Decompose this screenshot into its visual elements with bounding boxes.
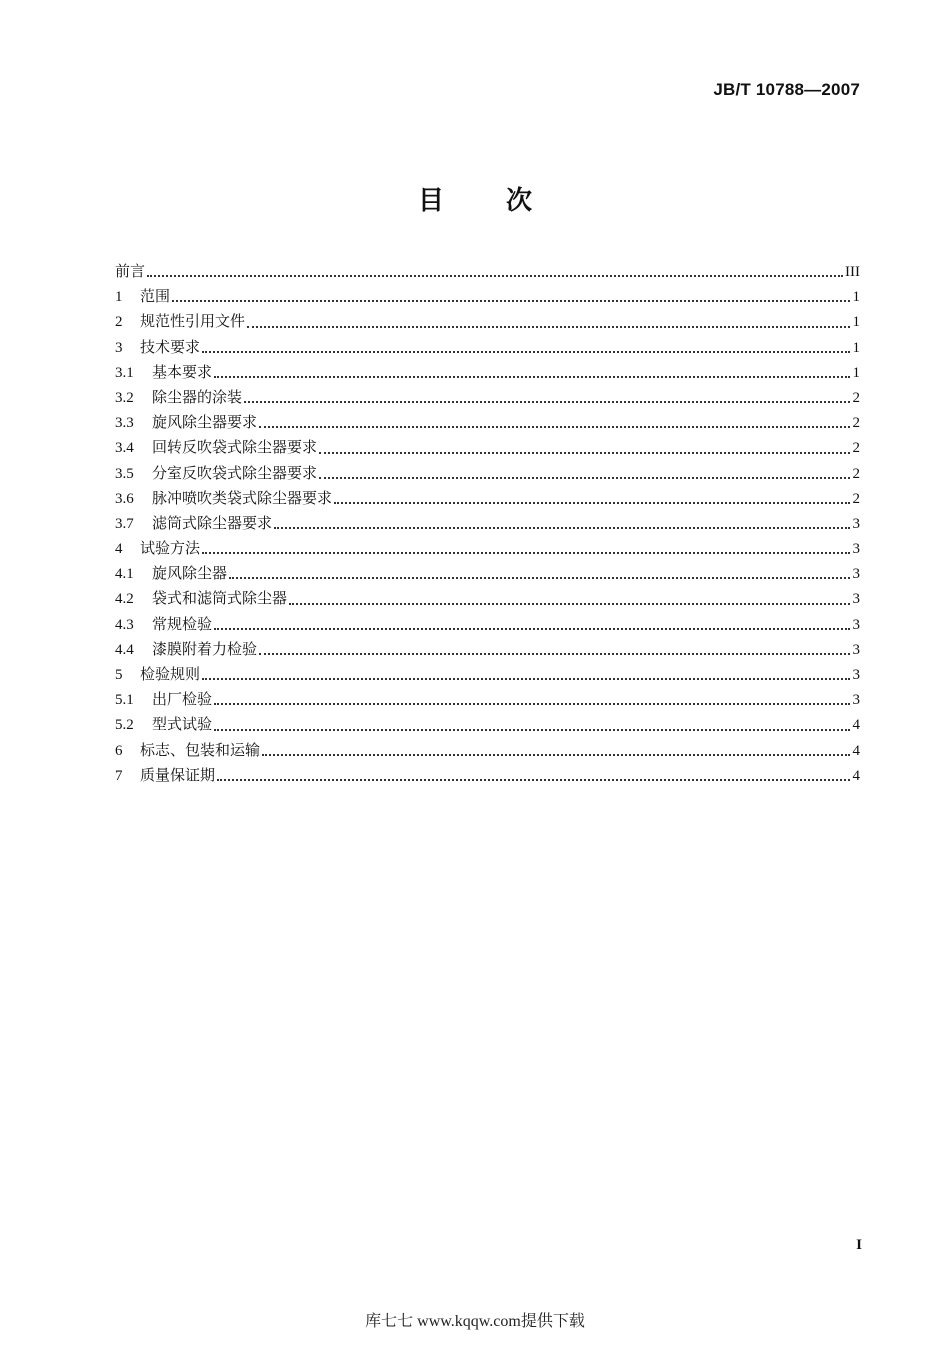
toc-entry[interactable] — [115, 637, 860, 662]
toc-entry-page: 3 — [852, 692, 860, 709]
toc-entry[interactable] — [115, 662, 860, 687]
toc-entry-page: 3 — [852, 641, 860, 658]
toc-entry[interactable] — [115, 486, 860, 511]
toc-entry-number: 7 — [115, 767, 123, 784]
toc-entry-title: 袋式和滤筒式除尘器 — [152, 589, 288, 608]
toc-entry-title: 检验规则 — [140, 665, 201, 683]
toc-entry[interactable] — [115, 435, 860, 460]
toc-dot-leader — [259, 425, 850, 428]
toc-entry-title: 分室反吹袋式除尘器要求 — [152, 463, 318, 482]
toc-entry-page: 1 — [852, 339, 860, 356]
toc-entry-title: 出厂检验 — [152, 690, 213, 709]
toc-entry-title: 质量保证期 — [140, 765, 216, 784]
toc-entry-title: 滤筒式除尘器要求 — [152, 513, 273, 532]
toc-entry[interactable] — [115, 561, 860, 586]
toc-entry-number: 2 — [115, 314, 123, 331]
toc-entry-number: 3.7 — [115, 515, 134, 532]
toc-dot-leader — [217, 778, 850, 781]
toc-entry-title: 型式试验 — [152, 715, 213, 734]
toc-entry-title: 脉冲喷吹类袋式除尘器要求 — [152, 488, 333, 507]
toc-entry-title: 规范性引用文件 — [140, 312, 246, 331]
toc-heading-right: 次 — [506, 186, 533, 216]
toc-entry[interactable] — [115, 612, 860, 637]
toc-entry[interactable] — [115, 309, 860, 334]
toc-dot-leader — [202, 350, 850, 353]
toc-dot-leader — [214, 627, 850, 630]
toc-entry-title: 常规检验 — [152, 614, 213, 633]
toc-entry-page: 4 — [852, 742, 860, 759]
toc-entry[interactable] — [115, 511, 860, 536]
toc-entry[interactable] — [115, 259, 860, 284]
toc-entry-page: 1 — [852, 364, 860, 381]
toc-entry-number: 5.2 — [115, 717, 134, 734]
toc-entry[interactable] — [115, 687, 860, 712]
toc-entry-number: 1 — [115, 289, 123, 306]
toc-dot-leader — [319, 451, 850, 454]
toc-entry-page: 3 — [852, 616, 860, 633]
toc-entry-page: 3 — [852, 515, 860, 532]
toc-dot-leader — [259, 652, 850, 655]
toc-entry-page: 3 — [852, 667, 860, 683]
standard-code: JB/T 10788—2007 — [713, 80, 860, 99]
toc-entry[interactable] — [115, 335, 860, 360]
toc-entry-number: 6 — [115, 742, 123, 759]
toc-dot-leader — [172, 299, 850, 302]
toc-dot-leader — [229, 576, 850, 579]
toc-entry[interactable] — [115, 763, 860, 788]
toc-entry[interactable] — [115, 284, 860, 309]
toc-entry-page: 3 — [852, 541, 860, 558]
toc-dot-leader — [214, 375, 850, 378]
toc-entry-page: 2 — [852, 440, 860, 457]
toc-entry[interactable] — [115, 360, 860, 385]
footer-watermark: 库七七 www.kqqw.com提供下载 — [365, 1313, 585, 1330]
toc-entry-number: 4.1 — [115, 566, 134, 583]
toc-dot-leader — [289, 602, 850, 605]
toc-entry-number: 4.3 — [115, 616, 134, 633]
toc-entry-title: 技术要求 — [140, 337, 201, 356]
toc-entry-title: 基本要求 — [152, 362, 213, 381]
toc-entry-page: 3 — [852, 566, 860, 583]
toc-heading-left: 目 — [417, 186, 444, 216]
toc-entry-title: 前言 — [115, 262, 146, 280]
toc-entry-number: 4.2 — [115, 591, 134, 608]
toc-dot-leader — [202, 551, 850, 554]
toc-entry-page: 2 — [852, 465, 860, 482]
toc-entry-number: 3 — [115, 339, 123, 356]
toc-entry[interactable] — [115, 536, 860, 561]
toc-dot-leader — [247, 325, 850, 328]
toc-entry-page: 4 — [852, 767, 860, 784]
toc-entry-title: 旋风除尘器要求 — [152, 413, 258, 432]
toc-entry-title: 除尘器的涂装 — [152, 387, 243, 406]
toc-entry[interactable] — [115, 461, 860, 486]
toc-dot-leader — [147, 274, 843, 277]
toc-dot-leader — [214, 728, 850, 731]
toc-entry-page: 3 — [852, 591, 860, 608]
toc-entry-title: 旋风除尘器 — [152, 564, 228, 583]
toc-entry-number: 3.6 — [115, 490, 134, 507]
toc-entry[interactable] — [115, 586, 860, 611]
toc-entry-number: 4 — [115, 541, 123, 558]
toc-entry-page: 4 — [852, 717, 860, 734]
toc-heading — [0, 180, 950, 217]
toc-dot-leader — [334, 501, 850, 504]
toc-dot-leader — [214, 702, 850, 705]
toc-dot-leader — [202, 677, 850, 680]
toc-entry-number: 3.3 — [115, 415, 134, 432]
table-of-contents — [115, 259, 860, 788]
toc-entry[interactable] — [115, 738, 860, 763]
toc-entry-number: 3.2 — [115, 389, 134, 406]
toc-dot-leader — [244, 400, 850, 403]
toc-dot-leader — [319, 476, 850, 479]
toc-entry-title: 漆膜附着力检验 — [152, 639, 258, 658]
page-number: I — [856, 1237, 862, 1253]
toc-entry-number: 4.4 — [115, 641, 134, 658]
toc-dot-leader — [274, 526, 850, 529]
toc-entry-number: 3.1 — [115, 364, 134, 381]
toc-entry-page: 2 — [852, 490, 860, 507]
toc-entry[interactable] — [115, 712, 860, 737]
toc-entry-title: 标志、包装和运输 — [140, 740, 261, 759]
toc-entry-page: 2 — [852, 389, 860, 406]
toc-entry-page: 2 — [852, 415, 860, 432]
toc-entry-title: 范围 — [140, 287, 171, 306]
toc-entry-number: 5 — [115, 667, 123, 683]
toc-entry-page: 1 — [852, 289, 860, 306]
toc-entry-number: 5.1 — [115, 692, 134, 709]
toc-entry-number: 3.5 — [115, 465, 134, 482]
toc-entry-title: 回转反吹袋式除尘器要求 — [152, 438, 318, 457]
toc-entry[interactable] — [115, 385, 860, 410]
toc-entry-number: 3.4 — [115, 440, 134, 457]
toc-entry-title: 试验方法 — [140, 539, 201, 558]
toc-entry-page: III — [845, 264, 860, 280]
toc-entry-page: 1 — [852, 314, 860, 331]
toc-entry[interactable] — [115, 410, 860, 435]
toc-dot-leader — [262, 753, 850, 756]
